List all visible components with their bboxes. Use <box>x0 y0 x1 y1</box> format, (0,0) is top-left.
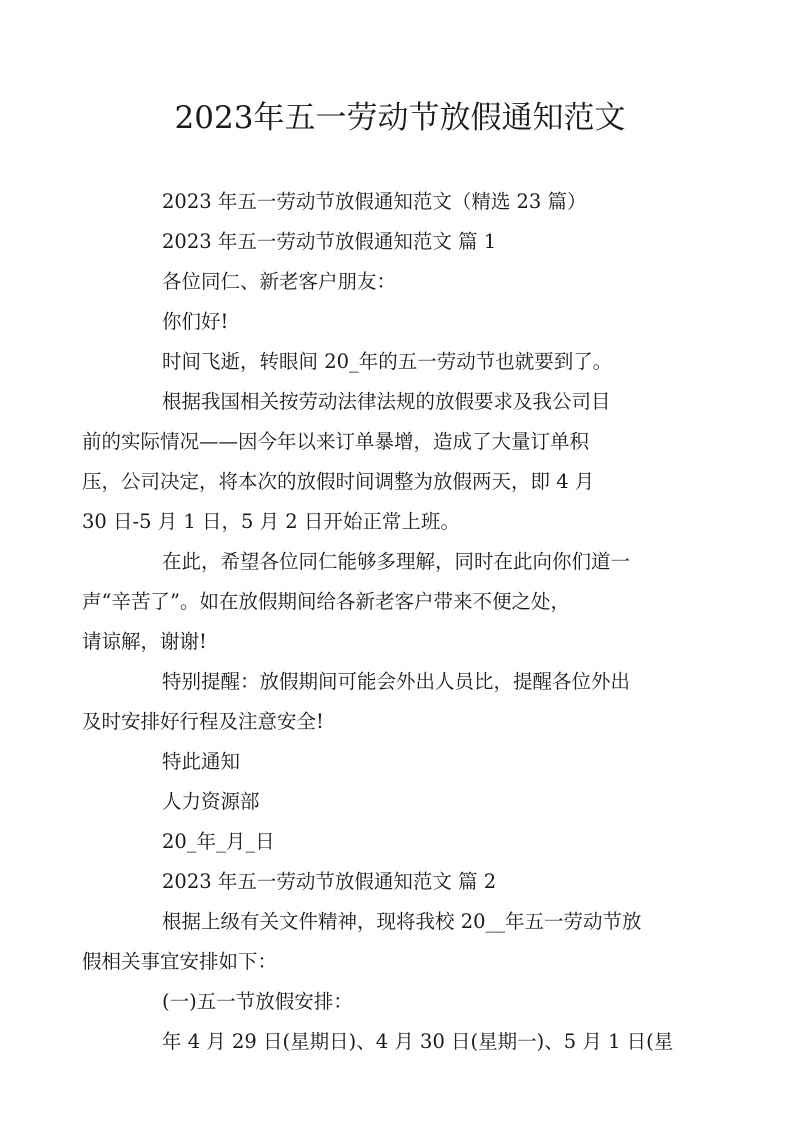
text-line: 特此通知 <box>162 750 241 773</box>
text-line: 及时安排好行程及注意安全! <box>82 710 324 733</box>
paragraph <box>122 302 682 342</box>
paragraph <box>82 662 682 742</box>
page-title: 2023年五一劳动节放假通知范文 <box>174 100 626 136</box>
paragraph <box>122 822 682 862</box>
paragraph <box>122 982 682 1022</box>
text-line: 时间飞逝，转眼间 20_年的五一劳动节也就要到了。 <box>162 350 613 373</box>
text-line: 根据我国相关按劳动法律法规的放假要求及我公司目 <box>162 390 611 413</box>
text-line: 特别提醒：放假期间可能会外出人员比，提醒各位外出 <box>162 670 631 693</box>
text-line: 人力资源部 <box>162 790 260 813</box>
text-line: 30 日-5 月 1 日，5 月 2 日开始正常上班。 <box>82 510 460 533</box>
document-body <box>82 182 682 1062</box>
paragraph <box>122 862 682 902</box>
text-line: 年 4 月 29 日(星期日)、4 月 30 日(星期一)、5 月 1 日(星 <box>162 1030 674 1053</box>
text-line: 20_年_月_日 <box>162 830 275 853</box>
text-line: 前的实际情况——因今年以来订单暴增，造成了大量订单积 <box>82 430 590 453</box>
paragraph <box>122 342 682 382</box>
text-line: 你们好! <box>162 310 229 333</box>
paragraph <box>82 382 682 542</box>
text-line: 声“辛苦了”。如在放假期间给各新老客户带来不便之处， <box>82 590 570 613</box>
paragraph <box>122 262 682 302</box>
paragraph <box>82 542 682 662</box>
text-line: 2023 年五一劳动节放假通知范文 篇 2 <box>162 870 497 893</box>
text-line: 在此，希望各位同仁能够多理解，同时在此向你们道一 <box>162 550 631 573</box>
paragraph <box>122 1022 682 1062</box>
text-line: 各位同仁、新老客户朋友： <box>162 270 397 293</box>
text-line: 假相关事宜安排如下： <box>82 950 278 973</box>
paragraph <box>122 182 682 222</box>
text-line: 2023 年五一劳动节放假通知范文 篇 1 <box>162 230 497 253</box>
text-line: 根据上级有关文件精神，现将我校 20__年五一劳动节放 <box>162 910 642 933</box>
text-line: 压，公司决定，将本次的放假时间调整为放假两天，即 4 月 <box>82 470 595 493</box>
paragraph <box>122 742 682 782</box>
paragraph <box>82 902 682 982</box>
text-line: 2023 年五一劳动节放假通知范文（精选 23 篇） <box>162 190 587 213</box>
paragraph <box>122 222 682 262</box>
text-line: (一)五一节放假安排： <box>162 990 353 1013</box>
text-line: 请谅解，谢谢! <box>82 630 207 653</box>
paragraph <box>122 782 682 822</box>
